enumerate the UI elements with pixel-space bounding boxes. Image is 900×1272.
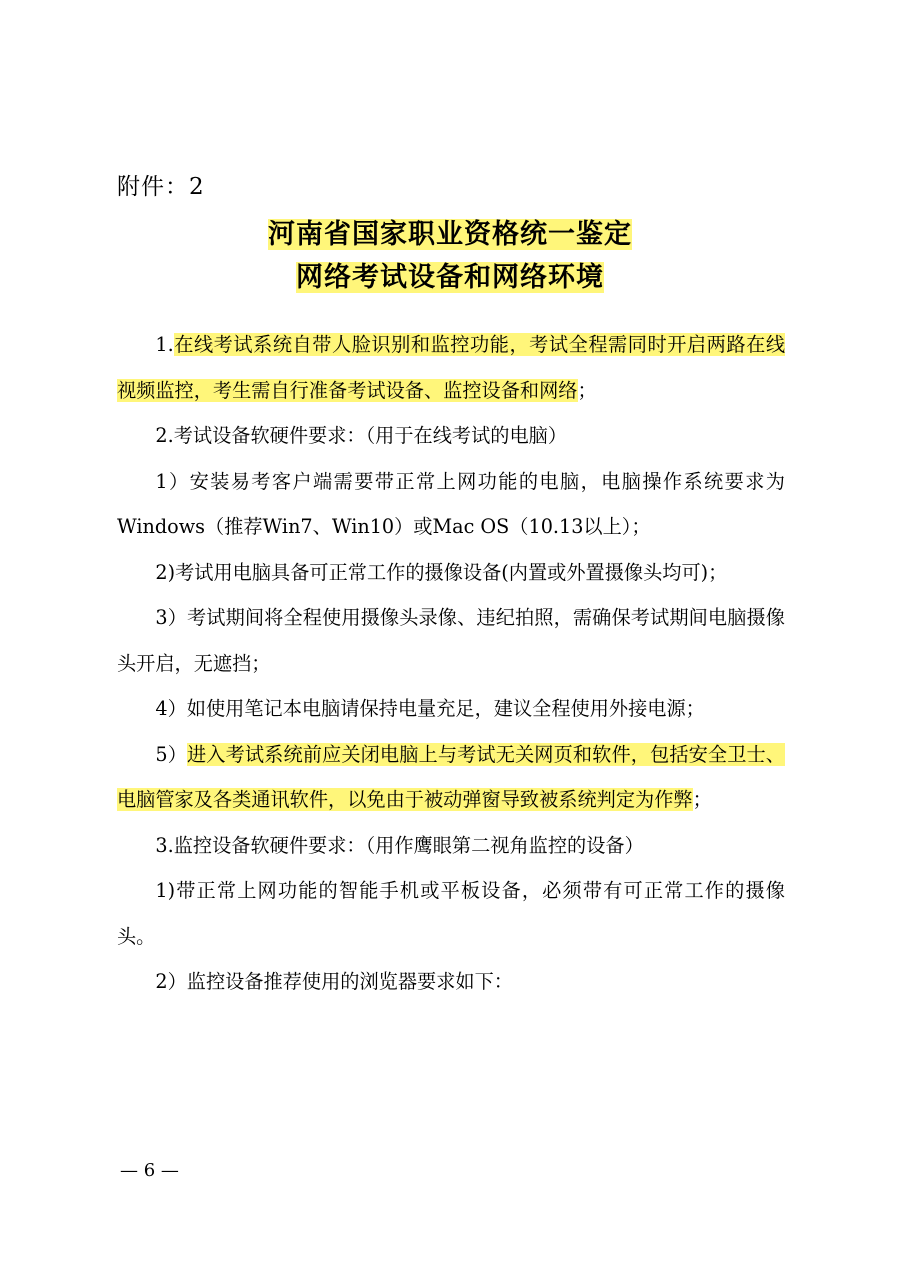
paragraph-10: 2）监控设备推荐使用的浏览器要求如下：: [155, 970, 513, 993]
paragraph-7-suffix: ；: [692, 788, 712, 811]
document-title-line1: [0, 212, 900, 251]
paragraph-1-prefix: 1.: [155, 333, 174, 356]
paragraph-4: 2)考试用电脑具备可正常工作的摄像设备(内置或外置摄像头均可)；: [155, 560, 728, 584]
title-line2-text: 网络考试设备和网络环境: [296, 262, 604, 293]
paragraph-7: [117, 732, 785, 823]
document-title-line2: [0, 255, 900, 294]
paragraph-7-prefix: 5）: [155, 742, 187, 766]
paragraph-2: 2.考试设备软硬件要求：（用于在线考试的电脑）: [155, 424, 568, 447]
paragraph-3: 1）安装易考客户端需要带正常上网功能的电脑，电脑操作系统要求为Windows（推荐Win7、Win10）或Mac OS（10.13以上）；: [117, 469, 785, 538]
paragraph-7-highlight: 进入考试系统前应关闭电脑上与考试无关网页和软件，包括安全卫士、电脑管家及各类通讯软件，以免由于被动弹窗导致被系统判定为作弊: [117, 742, 785, 811]
paragraph-5: 3）考试期间将全程使用摄像头录像、违纪拍照，需确保考试期间电脑摄像头开启，无遮挡；: [117, 606, 785, 675]
paragraph-8: 3.监控设备软硬件要求：（用作鹰眼第二视角监控的设备）: [155, 833, 644, 857]
paragraph-1-suffix: ；: [577, 378, 597, 402]
paragraph-6: 4）如使用笔记本电脑请保持电量充足，建议全程使用外接电源；: [155, 697, 705, 720]
paragraph-1: [117, 322, 785, 413]
page-number: — 6 —: [120, 1160, 179, 1181]
paragraph-1-highlight-a: 在线考试系统自带人脸识别和监控功能，考试全程需同时开启两路: [173, 333, 747, 356]
paragraph-1-highlight-b: 在线视频监控，考生需自行准备考试设备、监控设备和网络: [117, 333, 786, 402]
title-line1-text: 河南省国家职业资格统一鉴定: [268, 219, 632, 250]
paragraph-9: 1)带正常上网功能的智能手机或平板设备，必须带有可正常工作的摄像头。: [117, 879, 785, 948]
attachment-label: 附件：2: [117, 174, 205, 200]
document-body: [117, 322, 785, 1005]
